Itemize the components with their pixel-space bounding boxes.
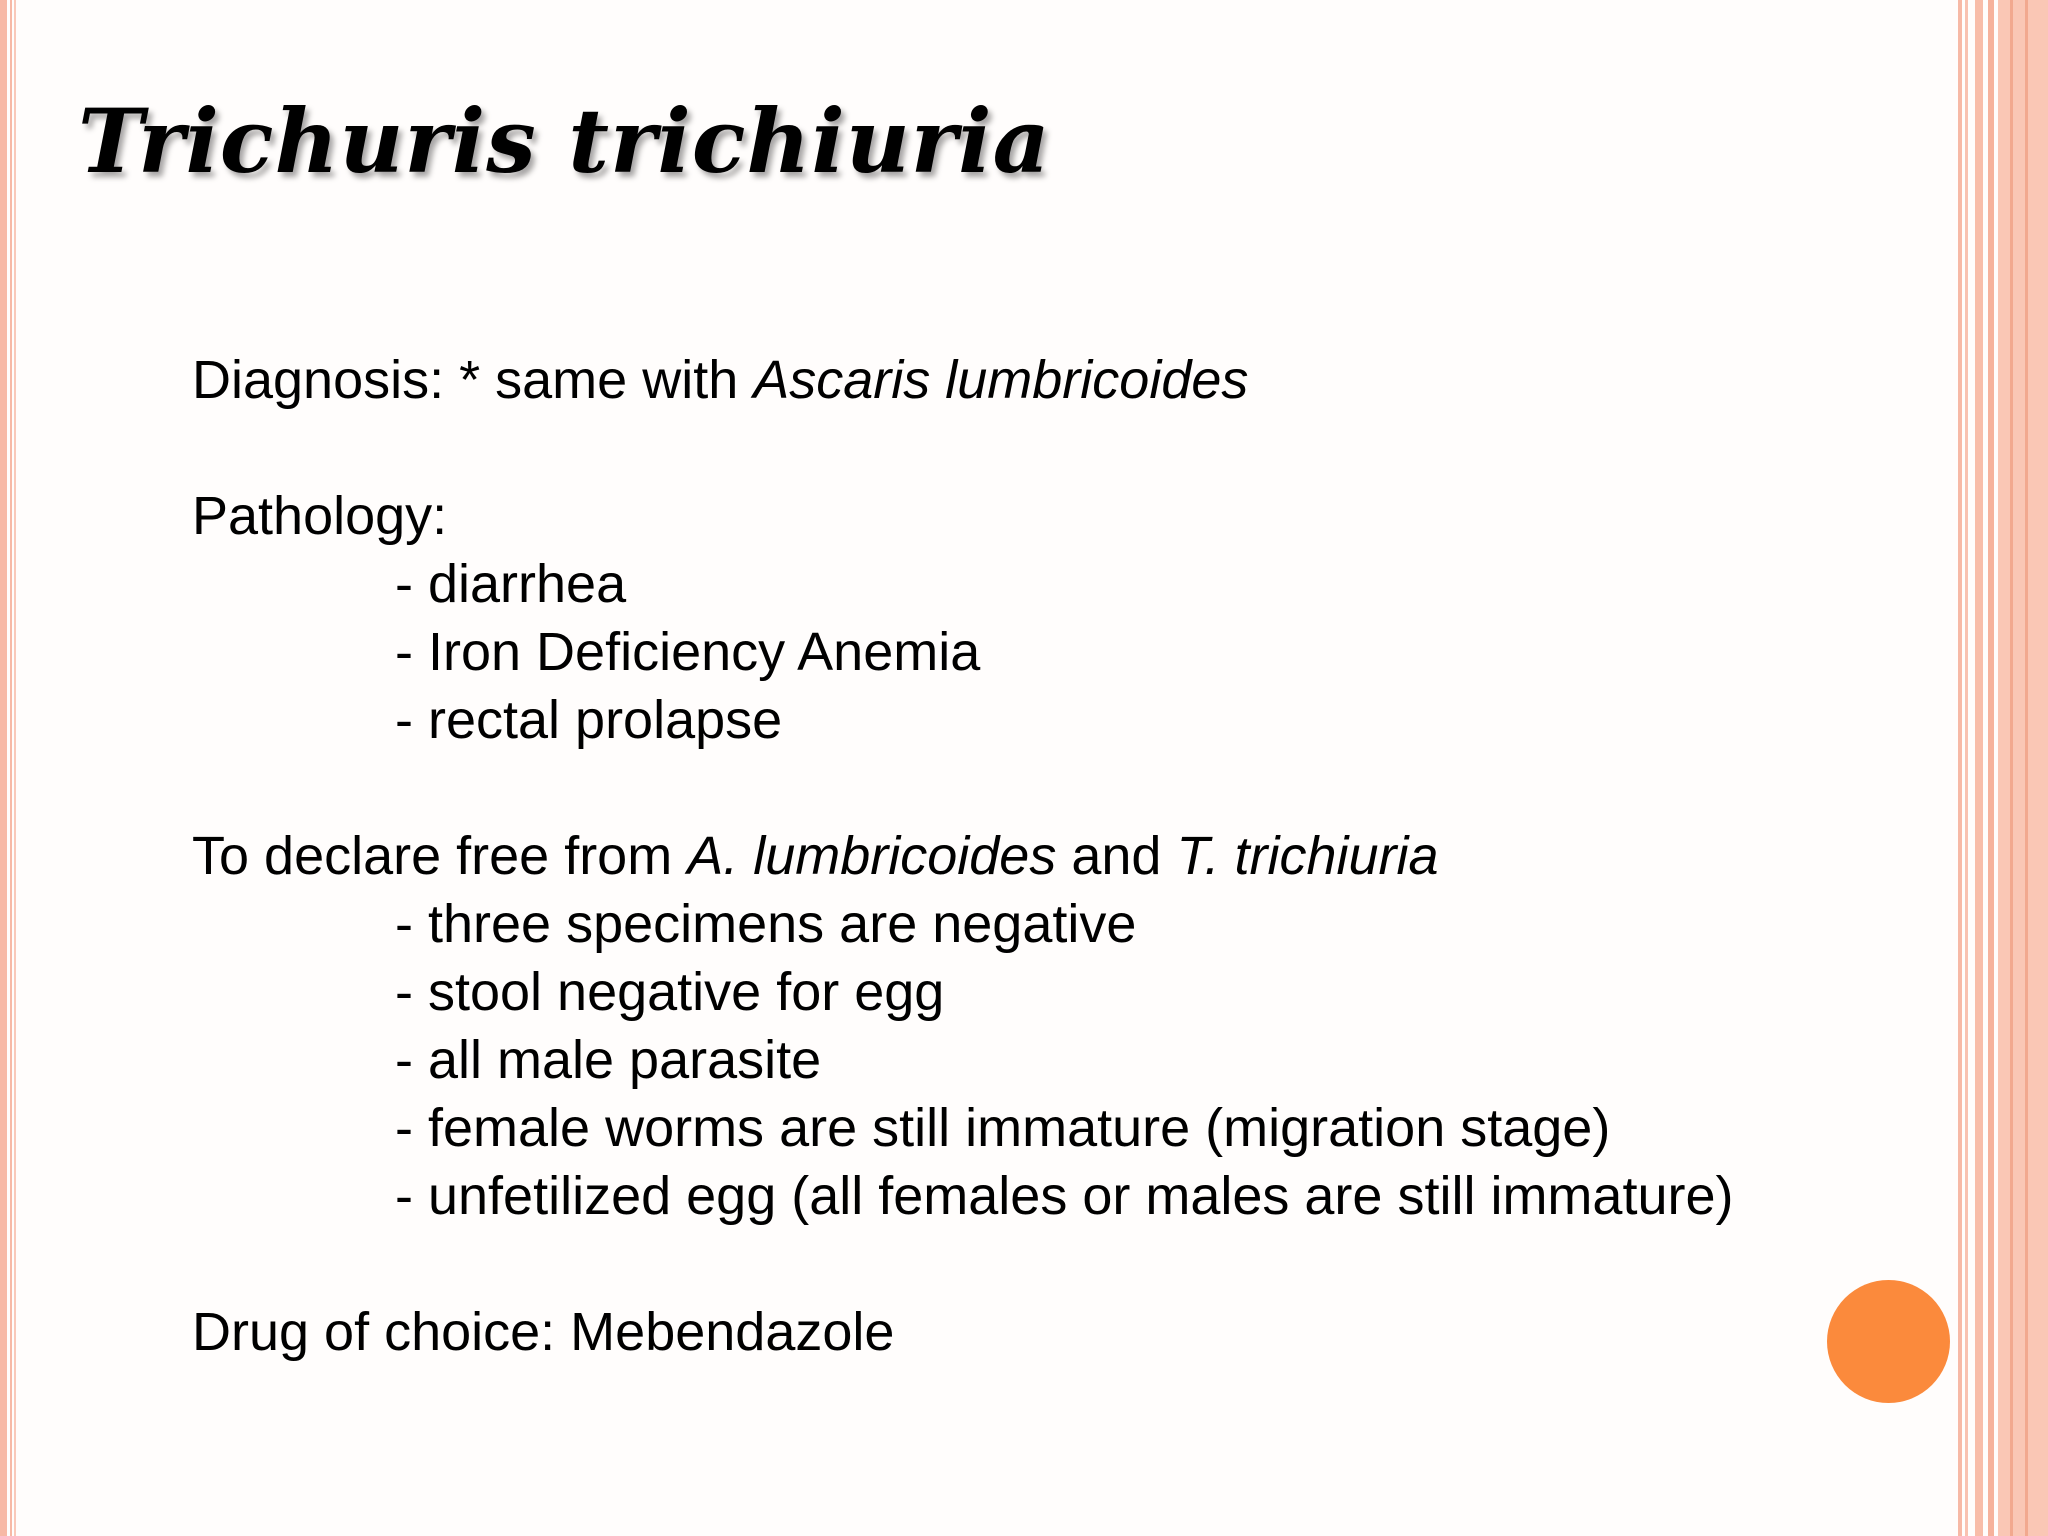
declare-prefix: To declare free from xyxy=(192,826,688,886)
pathology-item: - diarrhea xyxy=(395,554,627,614)
slide-body xyxy=(192,346,1733,1366)
declare-conjunction: and xyxy=(1056,826,1177,886)
declare-item: - all male parasite xyxy=(395,1030,822,1090)
right-border-stripe xyxy=(1988,0,1994,1536)
declare-item: - female worms are still immature (migration stage) xyxy=(395,1098,1611,1158)
left-border-line xyxy=(10,0,12,1536)
diagnosis-organism: Ascaris lumbricoides xyxy=(753,350,1249,410)
orange-circle-decoration xyxy=(1827,1280,1950,1403)
pathology-heading: Pathology: xyxy=(192,486,448,546)
pathology-item: - rectal prolapse xyxy=(395,690,783,750)
declare-item: - three specimens are negative xyxy=(395,894,1137,954)
right-border-stripe xyxy=(1975,0,1983,1536)
slide-title: Trichuris trichiuria xyxy=(78,89,1051,193)
declare-heading xyxy=(192,822,1733,890)
declare-organism-1: A. lumbricoides xyxy=(687,826,1057,886)
pathology-item: - Iron Deficiency Anemia xyxy=(395,622,981,682)
right-border-line xyxy=(2010,0,2013,1536)
declare-item: - stool negative for egg xyxy=(395,962,945,1022)
diagnosis-prefix: Diagnosis: * same with xyxy=(192,350,754,410)
right-border-line xyxy=(2025,0,2028,1536)
declare-organism-2: T. trichiuria xyxy=(1176,826,1439,886)
left-border-line xyxy=(14,0,16,1536)
right-border-band xyxy=(1998,0,2048,1536)
left-border-stripe xyxy=(0,0,7,1536)
declare-item: - unfetilized egg (all females or males are still immature) xyxy=(395,1166,1734,1226)
diagnosis-line xyxy=(192,346,1733,414)
right-border-line xyxy=(1965,0,1968,1536)
drug-of-choice: Drug of choice: Mebendazole xyxy=(192,1302,895,1362)
right-border-line xyxy=(1958,0,1962,1536)
